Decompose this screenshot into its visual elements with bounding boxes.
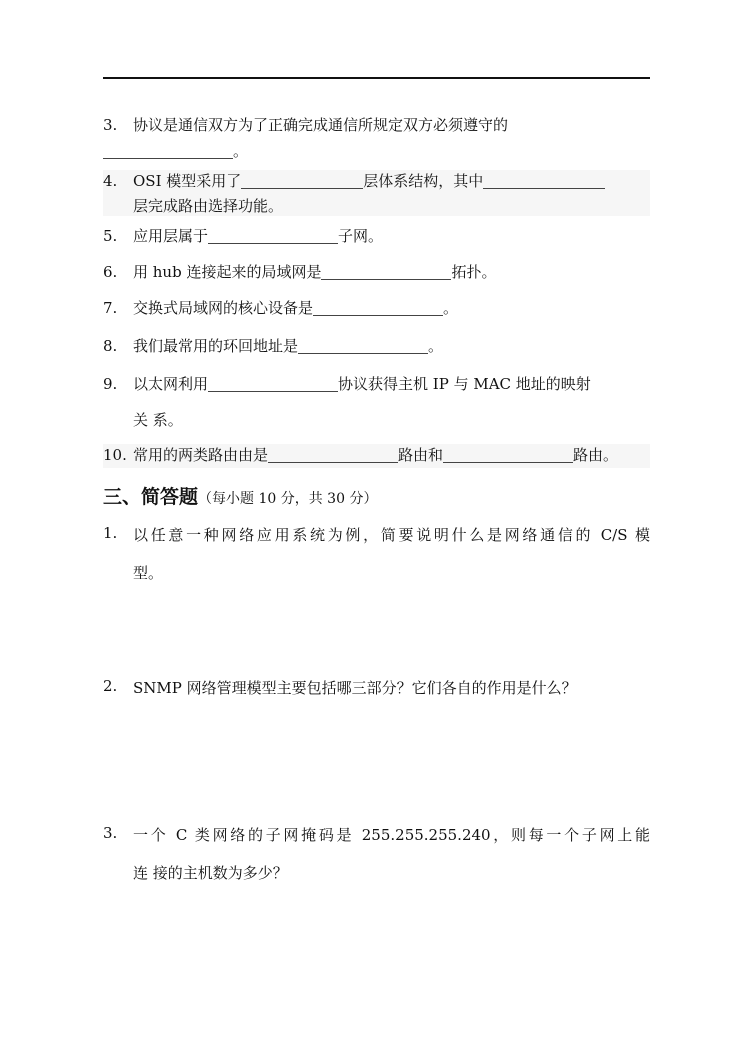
question-text: SNMP 网络管理模型主要包括哪三部分？它们各自的作用是什么？ (133, 679, 577, 697)
question-number: 6. (103, 263, 118, 281)
question-text: 以任意一种网络应用系统为例，简要说明什么是网络通信的 C/S 模 (133, 526, 650, 544)
question-number: 9. (103, 375, 118, 393)
question-text: 我们最常用的环回地址是 (133, 337, 299, 355)
question-text: 层完成路由选择功能。 (133, 197, 284, 215)
question-text: 子网。 (338, 227, 384, 245)
question-text: 应用层属于 (133, 227, 209, 245)
question-number: 5. (103, 227, 118, 245)
answer-blank[interactable] (241, 172, 363, 189)
answer-blank[interactable] (268, 446, 398, 463)
question-text: 。 (233, 142, 249, 160)
question-number: 2. (103, 677, 118, 695)
answer-blank[interactable] (443, 446, 573, 463)
question-number: 8. (103, 337, 118, 355)
question-number: 7. (103, 299, 118, 317)
question-10 (103, 444, 650, 468)
question-text: 路由。 (573, 446, 619, 464)
question-text: 关 系。 (133, 411, 183, 429)
question-number: 10. (103, 446, 127, 464)
answer-blank[interactable] (313, 299, 443, 316)
answer-blank[interactable] (208, 375, 338, 392)
question-text: 拓扑。 (451, 263, 497, 281)
question-text: 路由和 (398, 446, 444, 464)
question-text: 以太网利用 (133, 375, 209, 393)
question-number: 3. (103, 116, 118, 134)
section-heading (103, 482, 377, 509)
question-text: 一个 C 类网络的子网掩码是 255.255.255.240，则每一个子网上能 (133, 826, 650, 844)
answer-blank[interactable] (103, 142, 233, 159)
answer-blank[interactable] (321, 263, 451, 280)
question-text: 。 (443, 299, 459, 317)
section-title: 三、简答题 (103, 486, 199, 508)
answer-blank[interactable] (483, 172, 605, 189)
question-number: 1. (103, 524, 118, 542)
answer-blank[interactable] (298, 337, 428, 354)
answer-blank[interactable] (208, 227, 338, 244)
question-number: 4. (103, 172, 118, 190)
question-number: 3. (103, 824, 118, 842)
question-text: 常用的两类路由由是 (133, 446, 269, 464)
header-rule (103, 77, 650, 79)
question-text: 型。 (133, 564, 164, 582)
question-text: 协议获得主机 IP 与 MAC 地址的映射 (338, 375, 591, 393)
question-text: 用 hub 连接起来的局域网是 (133, 263, 322, 281)
question-text: 层体系结构，其中 (363, 172, 484, 190)
section-note: （每小题 10 分，共 30 分） (198, 491, 378, 507)
question-4 (103, 170, 650, 216)
question-text: 交换式局域网的核心设备是 (133, 299, 314, 317)
question-text: 协议是通信双方为了正确完成通信所规定双方必须遵守的 (133, 116, 509, 134)
question-text: 。 (428, 337, 444, 355)
question-text: OSI 模型采用了 (133, 172, 242, 190)
question-text: 连 接的主机数为多少？ (133, 864, 288, 882)
